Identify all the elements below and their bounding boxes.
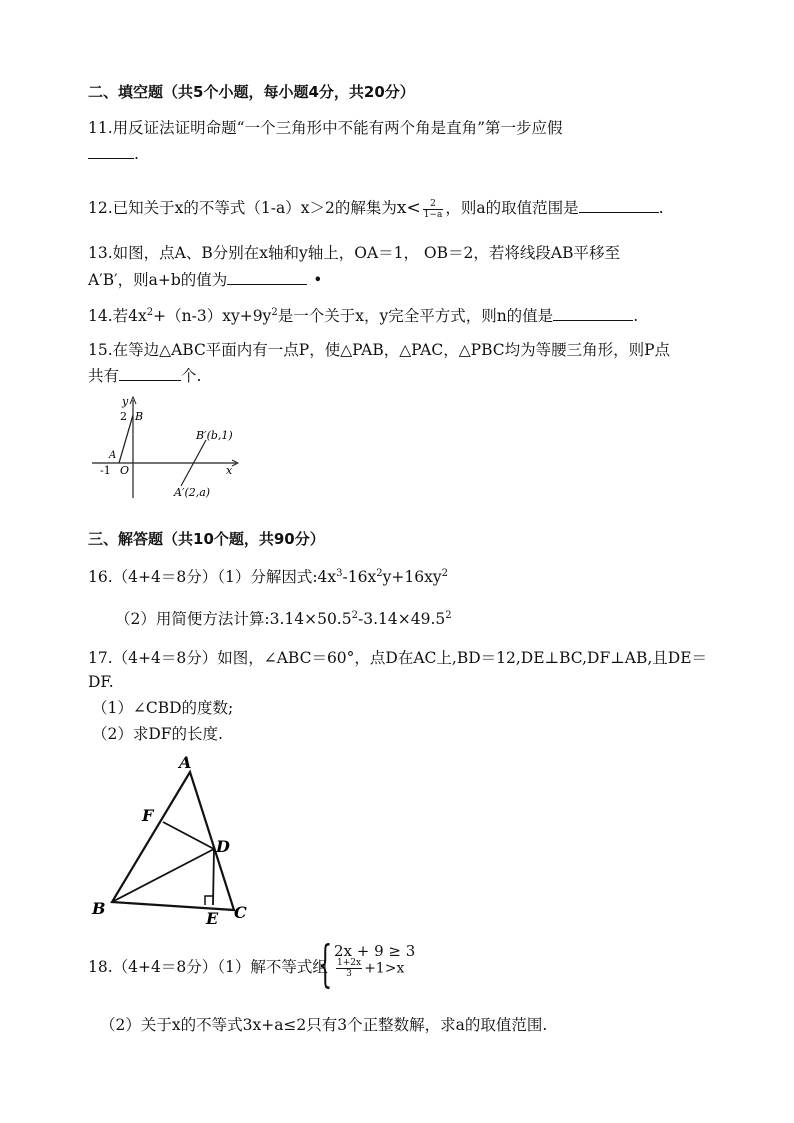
label-x: x: [226, 464, 233, 477]
label-E: E: [206, 909, 219, 928]
system-row1: 2x + 9 ≥ 3: [334, 942, 416, 960]
label-b: B: [135, 410, 144, 423]
system-row2: $\frac{1+2x}{3}$ +1>x: [337, 958, 405, 979]
q13-line1: 13.如图，点A、B分别在x轴和y轴上，OA＝1， OB＝2，若将线段AB平移至: [88, 244, 620, 262]
label-D: D: [216, 837, 230, 856]
q12-answer-blank[interactable]: [579, 198, 659, 213]
q15-answer-blank[interactable]: [119, 366, 181, 381]
q12-fraction: $\frac{2}{1-a}$: [423, 198, 443, 220]
q17-part1: （1）∠CBD的度数;: [92, 699, 234, 717]
label-a: A: [109, 450, 117, 461]
q17-part2: （2）求DF的长度.: [92, 725, 223, 743]
q11-answer-blank[interactable]: [88, 144, 134, 159]
q16-part1: 16.（4+4＝8分）（1）分解因式$:4x^3-16x^2y+16xy^2$: [88, 568, 448, 586]
q15-line1: 15.在等边△ABC平面内有一点P，使△PAB，△PAC，△PBC均为等腰三角形，则P点: [88, 341, 671, 359]
section-3-title: 三、解答题（共10个题，共90分）: [88, 530, 325, 548]
label-a-prime: A′(2,a): [174, 486, 211, 499]
q18-part2: （2）关于x的不等式3x+a≤2只有3个正整数解，求a的取值范围.: [100, 1016, 548, 1034]
q11-line1: 11.用反证法证明命题“一个三角形中不能有两个角是直角”第一步应假: [88, 119, 563, 137]
figure-triangle-abc: [88, 752, 258, 930]
q13-line2: A′B′，则a+b的值为 •: [88, 271, 323, 289]
figure-coordinate-translation: [86, 392, 246, 504]
label-b-prime: B′(b,1): [196, 429, 233, 442]
q17-line2: DF.: [88, 673, 114, 691]
label-B: B: [92, 899, 106, 918]
label-two: 2: [120, 410, 127, 423]
q15-line2: 共有 个.: [88, 367, 202, 385]
q14-answer-blank[interactable]: [553, 306, 633, 321]
q18-inequality-system: [318, 935, 438, 993]
q14: 14.若$4x^2+(n-3)xy+9y^2$是一个关于x，y完全平方式，则n的值是 .: [88, 307, 639, 325]
label-A: A: [179, 753, 192, 772]
q18-part1: 18.（4+4＝8分）（1）解不等式组: [88, 958, 328, 976]
q16-part2: （2）用简便方法计算$:3.14\times 50.5^2-3.14\times 49.5^2$: [115, 610, 452, 628]
q17-line1: 17.（4+4＝8分）如图，∠ABC＝60°，点D在AC上,BD＝12,DE⊥BC,DF⊥AB,且DE＝: [88, 649, 708, 667]
label-F: F: [142, 806, 154, 825]
q12-var: x: [396, 198, 407, 218]
label-neg1: -1: [100, 464, 111, 477]
label-C: C: [234, 903, 247, 922]
label-o: O: [120, 464, 130, 477]
q11-line2: .: [88, 144, 139, 164]
section-2-title: 二、填空题（共5个小题，每小题4分，共20分）: [88, 83, 415, 101]
label-y: y: [122, 395, 129, 408]
q12: 12.已知关于x的不等式（1-a）x＞2的解集为x< $\frac{2}{1-a}$ ，则a的取值范围是 .: [88, 198, 664, 220]
q13-answer-blank[interactable]: [227, 270, 307, 285]
brace: {: [318, 935, 333, 993]
